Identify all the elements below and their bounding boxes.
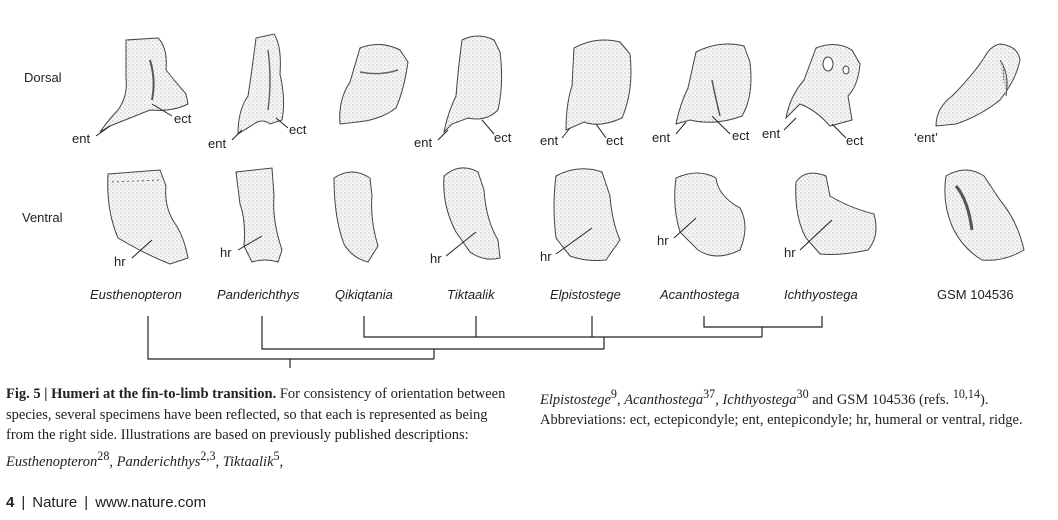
species-acanthostega: Acanthostega bbox=[660, 287, 740, 302]
label-hr-1: hr bbox=[114, 254, 126, 269]
label-ent-quoted: ‘ent’ bbox=[914, 130, 938, 145]
caption-gsm-close: ). bbox=[980, 391, 989, 408]
ventral-panderichthys bbox=[236, 168, 282, 262]
ref-ichthyostega: Ichthyostega bbox=[722, 391, 797, 408]
label-hr-6: hr bbox=[784, 245, 796, 260]
dorsal-acanthostega bbox=[676, 44, 751, 124]
row-label-dorsal: Dorsal bbox=[24, 70, 62, 85]
ventral-acanthostega bbox=[675, 173, 745, 256]
ref-eusthenopteron-sup: 28 bbox=[97, 448, 110, 463]
figure-caption-right: Elpistostege$^9$, Acanthostega$^{37}$, Ichthyostega$^{30}$ and GSM 104536 (refs. $^{10,14}$). Abbreviations: ect, ectepicondyle; ent, entepicondyle; hr, humeral or ventral, ridge. bbox=[540, 387, 1023, 429]
label-ent-1: ent bbox=[72, 131, 91, 146]
dorsal-ichthyostega bbox=[786, 44, 860, 126]
label-ent-5: ent bbox=[652, 130, 671, 145]
footer-separator-2: | bbox=[84, 494, 89, 511]
caption-and: and bbox=[812, 391, 834, 408]
ventral-elpistostege bbox=[554, 169, 620, 261]
label-ect-2: ect bbox=[289, 122, 307, 137]
ref-panderichthys-sup: 2,3 bbox=[200, 448, 216, 463]
label-hr-4: hr bbox=[540, 249, 552, 264]
label-ent-2: ent bbox=[208, 136, 227, 151]
label-ent-4: ent bbox=[540, 133, 559, 148]
row-label-ventral: Ventral bbox=[22, 210, 63, 225]
label-hr-2: hr bbox=[220, 245, 232, 260]
label-hr-3: hr bbox=[430, 251, 442, 266]
label-ect-6: ect bbox=[846, 133, 864, 148]
species-elpistostege: Elpistostege bbox=[550, 287, 621, 302]
species-qikiqtania: Qikiqtania bbox=[335, 287, 393, 302]
ventral-gsm-104536 bbox=[945, 170, 1024, 260]
dorsal-tiktaalik bbox=[444, 36, 502, 132]
species-ichthyostega: Ichthyostega bbox=[784, 287, 858, 302]
cladogram bbox=[148, 316, 822, 368]
caption-abbreviations: Abbreviations: ect, ectepicondyle; ent, entepicondyle; hr, humeral or ventral, ridge. bbox=[540, 412, 1023, 429]
ventral-eusthenopteron bbox=[108, 170, 188, 264]
ventral-qikiqtania bbox=[334, 172, 378, 262]
ref-panderichthys: Panderichthys bbox=[116, 453, 201, 470]
dorsal-qikiqtania bbox=[340, 44, 408, 124]
caption-gsm: GSM 104536 (refs. bbox=[836, 391, 950, 408]
label-ent-6: ent bbox=[762, 126, 781, 141]
species-tiktaalik: Tiktaalik bbox=[447, 287, 495, 302]
species-gsm-104536: GSM 104536 bbox=[937, 287, 1014, 302]
caption-body: For consistency of orientation between species, several specimens have been reflected, so that each is represented as being from the right side. Illustrations are based on previously published descriptions: bbox=[6, 386, 506, 443]
journal-url[interactable]: www.nature.com bbox=[95, 494, 207, 511]
label-ect-5: ect bbox=[732, 128, 750, 143]
page-footer bbox=[6, 494, 206, 511]
ref-tiktaalik: Tiktaalik bbox=[222, 453, 274, 470]
footer-separator-1: | bbox=[21, 494, 26, 511]
caption-gsm-sup: 10,14 bbox=[952, 387, 980, 401]
label-ect-4: ect bbox=[606, 133, 624, 148]
label-ect-3: ect bbox=[494, 130, 512, 145]
ref-elpistostege-sup: 9 bbox=[610, 387, 617, 401]
species-panderichthys: Panderichthys bbox=[217, 287, 300, 302]
species-eusthenopteron: Eusthenopteron bbox=[90, 287, 182, 302]
caption-title: Fig. 5 | Humeri at the fin-to-limb transition. bbox=[6, 386, 277, 402]
ref-acanthostega: Acanthostega bbox=[624, 391, 704, 408]
page-number: 4 bbox=[6, 494, 15, 511]
dorsal-elpistostege bbox=[566, 40, 631, 130]
label-ent-3: ent bbox=[414, 135, 433, 150]
ventral-tiktaalik bbox=[444, 168, 500, 259]
figure-caption-left: Fig. 5 | Humeri at the fin-to-limb transition. For consistency of orientation between species, several specimens have been reflected, so that each is represented as being from the right side. Illustrations are based on previously published descriptions: Eusthenopteron$^{28}$, Panderichthys$^{2,3}$, Tiktaalik$^5$, bbox=[6, 386, 506, 470]
ref-acanthostega-sup: 37 bbox=[703, 387, 716, 401]
ref-ichthyostega-sup: 30 bbox=[796, 387, 809, 401]
dorsal-gsm-104536 bbox=[936, 44, 1020, 126]
ref-eusthenopteron: Eusthenopteron bbox=[6, 453, 98, 470]
label-ect-1: ect bbox=[174, 111, 192, 126]
ref-elpistostege: Elpistostege bbox=[540, 391, 611, 408]
label-hr-5: hr bbox=[657, 233, 669, 248]
ref-tiktaalik-sup: 5 bbox=[273, 448, 280, 463]
journal-name: Nature bbox=[32, 494, 78, 511]
